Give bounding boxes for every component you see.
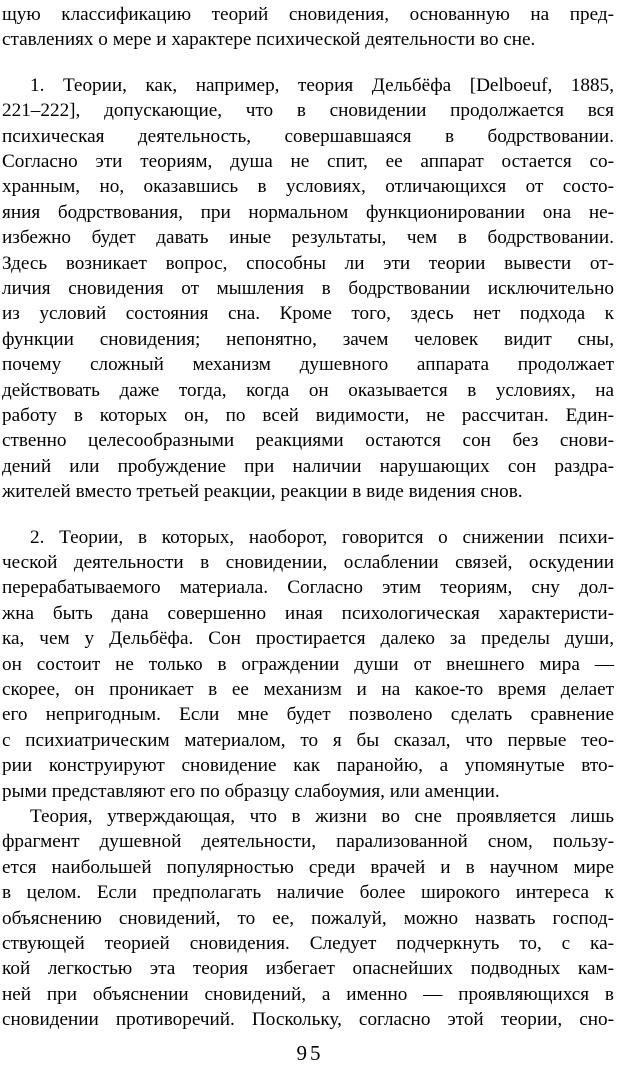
page-number: 95 [296,1041,324,1065]
text-line: ствующей теорией сновидения. Следует подчеркнуть то, с ка- [2,933,614,954]
text-line: личия сновидения от мышления в бодрствовании исключительно [2,278,614,299]
text-line: функции сновидения; непонятно, зачем человек видит сны, [2,328,614,350]
text-line: сновидении противоречий. Поскольку, согласно этой теории, сно- [2,1009,614,1031]
text-line: психическая деятельность, совершавшаяся в бодрствовании. [2,125,614,147]
text-line: рии конструируют сновидение как паранойю, а упомянутые вто- [2,755,614,777]
text-line: фрагмент душевной деятельности, парализованной сном, пользу- [2,831,614,853]
text-line: рыми представляют его по образцу слабоумия, или аменции. [2,780,500,802]
text-line: скорее, он проникает в ее механизм и на какое-то время делает [2,679,614,700]
text-line: объяснению сновидений, то ее, пожалуй, можно назвать господ- [2,907,614,929]
text-line: ется наибольшей популярностью среди врачей и в научном мире [2,856,614,878]
text-line: яния бодрствования, при нормальном функционировании она не- [2,201,614,223]
text-line: 1. Теории, как, например, теория Дельбёфа [Delboeuf, 1885, [30,74,614,96]
text-line: его непригодным. Если мне будет позволено сделать сравнение [2,704,614,726]
text-line: Здесь возникает вопрос, способны ли эти теории вывести от- [2,252,614,274]
text-line: кой легкостью эта теория избегает опаснейших подводных кам- [2,958,614,980]
text-line: ственно целесообразными реакциями остаются сон без снови- [2,430,614,452]
text-line: хранным, но, оказавшись в условиях, отличающихся от состо- [2,176,614,198]
text-line: Согласно эти теориям, душа не спит, ее аппарат остается со- [2,151,614,172]
text-line: из условий состояния сна. Кроме того, здесь нет подхода к [2,303,614,325]
text-line: ставлениях о мере и характере психической деятельности во сне. [2,29,536,51]
text-line: 221–222], допускающие, что в сновидении продолжается вся [2,100,614,122]
text-line: жителей вместо третьей реакции, реакции в виде видения снов. [2,481,523,503]
text-line: избежно будет давать иные результаты, чем в бодрствовании. [2,227,614,249]
text-line: почему сложный механизм душевного аппарата продолжает [2,354,614,376]
text-line: Теория, утверждающая, что в жизни во сне проявляется лишь [30,806,614,827]
text-line: ка, чем у Дельбёфа. Сон простирается далеко за пределы души, [2,628,614,650]
text-line: действовать даже тогда, когда он оказывается в условиях, на [2,379,614,401]
text-line: жна быть дана совершенно иная психологическая характеристи- [2,602,614,624]
text-line: щую классификацию теорий сновидения, основанную на пред- [2,4,614,25]
text-line: дений или пробуждение при наличии нарушающих сон раздра- [2,455,614,477]
text-line: 2. Теории, в которых, наоборот, говорится о снижении психи- [30,526,614,548]
text-line: он состоит не только в ограждении души от внешнего мира — [2,653,614,675]
text-line: перерабатываемого материала. Согласно этим теориям, сну дол- [2,577,614,599]
text-line: ней при объяснении сновидений, а именно — проявляющихся в [2,983,614,1005]
text-line: в целом. Если предполагать наличие более широкого интереса к [2,882,614,904]
text-line: ческой деятельности в сновидении, ослаблении связей, оскудении [2,552,614,573]
text-line: с психиатрическим материалом, то я бы сказал, что первые тео- [2,729,614,751]
text-line: работу в которых он, по всей видимости, не рассчитан. Един- [2,405,614,426]
